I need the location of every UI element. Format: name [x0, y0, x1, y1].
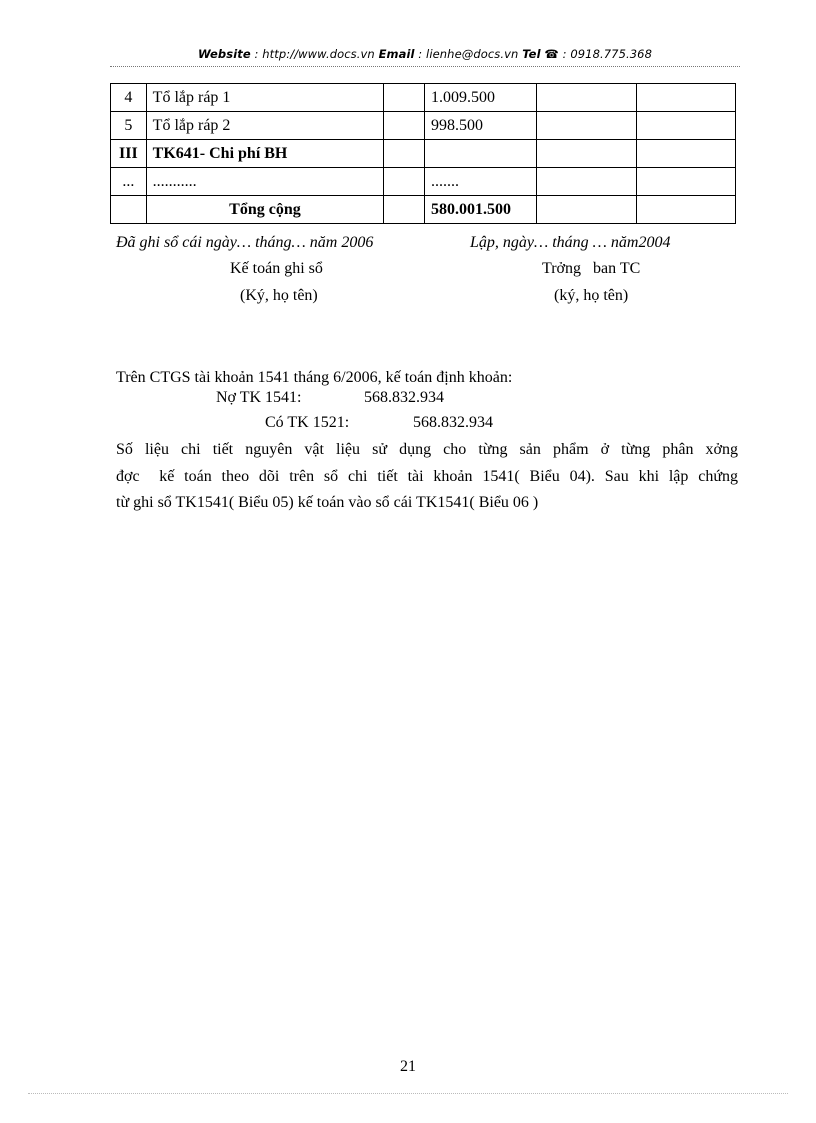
empty-cell — [637, 168, 736, 196]
entry-intro: Trên CTGS tài khoản 1541 tháng 6/2006, kế toán định khoản: — [116, 369, 513, 386]
footer-divider — [28, 1093, 788, 1094]
finance-head-title: Trởng ban TC — [542, 260, 641, 277]
tel-label: Tel — [522, 47, 541, 61]
credit-label: Có TK 1521: — [265, 414, 350, 431]
tel-value: : 0918.775.368 — [558, 47, 652, 61]
empty-cell — [537, 140, 637, 168]
header-divider — [110, 66, 740, 67]
table-row — [111, 168, 736, 196]
row-number: ... — [111, 168, 147, 196]
ledger-table — [110, 83, 736, 224]
empty-cell — [384, 84, 425, 112]
empty-cell — [537, 168, 637, 196]
empty-cell — [637, 84, 736, 112]
finance-head-sign-note: (ký, họ tên) — [554, 287, 629, 304]
row-amount: 998.500 — [425, 112, 537, 140]
website-label: Website — [197, 47, 251, 61]
empty-cell — [637, 140, 736, 168]
empty-cell — [537, 196, 637, 224]
total-amount: 580.001.500 — [425, 196, 537, 224]
total-label: Tổng cộng — [146, 196, 384, 224]
empty-cell — [384, 112, 425, 140]
credit-value: 568.832.934 — [413, 414, 493, 431]
accountant-title: Kế toán ghi sổ — [230, 260, 323, 277]
empty-cell — [384, 196, 425, 224]
row-number: 4 — [111, 84, 147, 112]
empty-cell — [637, 196, 736, 224]
page-number: 21 — [400, 1058, 416, 1075]
table-row — [111, 112, 736, 140]
paragraph-line-2: đợc kế toán theo dõi trên sổ chi tiết tài khoản 1541( Biểu 04). Sau khi lập chứng — [116, 468, 738, 485]
row-amount: ....... — [425, 168, 537, 196]
row-name: ........... — [146, 168, 384, 196]
table-row — [111, 140, 736, 168]
email-value: : lienhe@docs.vn — [414, 47, 523, 61]
row-amount: 1.009.500 — [425, 84, 537, 112]
empty-cell — [537, 84, 637, 112]
row-name: TK641- Chi phí BH — [146, 140, 384, 168]
phone-icon: ☎ — [544, 47, 559, 61]
row-number: 5 — [111, 112, 147, 140]
empty-cell — [637, 112, 736, 140]
total-row — [111, 196, 736, 224]
email-label: Email — [378, 47, 415, 61]
ledger-posted-date: Đã ghi sổ cái ngày… tháng… năm 2006 — [116, 234, 374, 251]
website-value: : http://www.docs.vn — [250, 47, 379, 61]
accountant-sign-note: (Ký, họ tên) — [240, 287, 318, 304]
debit-value: 568.832.934 — [364, 389, 444, 406]
empty-cell — [384, 140, 425, 168]
paragraph-line-3: từ ghi sổ TK1541( Biểu 05) kế toán vào sổ cái TK1541( Biểu 06 ) — [116, 494, 539, 511]
paragraph-line-1: Số liệu chi tiết nguyên vật liệu sử dụng cho từng sản phẩm ở từng phân xởng — [116, 441, 738, 458]
table-row — [111, 84, 736, 112]
row-name: Tổ lắp ráp 1 — [146, 84, 384, 112]
empty-cell — [111, 196, 147, 224]
row-number: III — [111, 140, 147, 168]
row-amount — [425, 140, 537, 168]
row-name: Tổ lắp ráp 2 — [146, 112, 384, 140]
empty-cell — [384, 168, 425, 196]
page-header — [110, 47, 740, 61]
prepared-date: Lập, ngày… tháng … năm2004 — [470, 234, 671, 251]
empty-cell — [537, 112, 637, 140]
debit-label: Nợ TK 1541: — [216, 389, 302, 406]
